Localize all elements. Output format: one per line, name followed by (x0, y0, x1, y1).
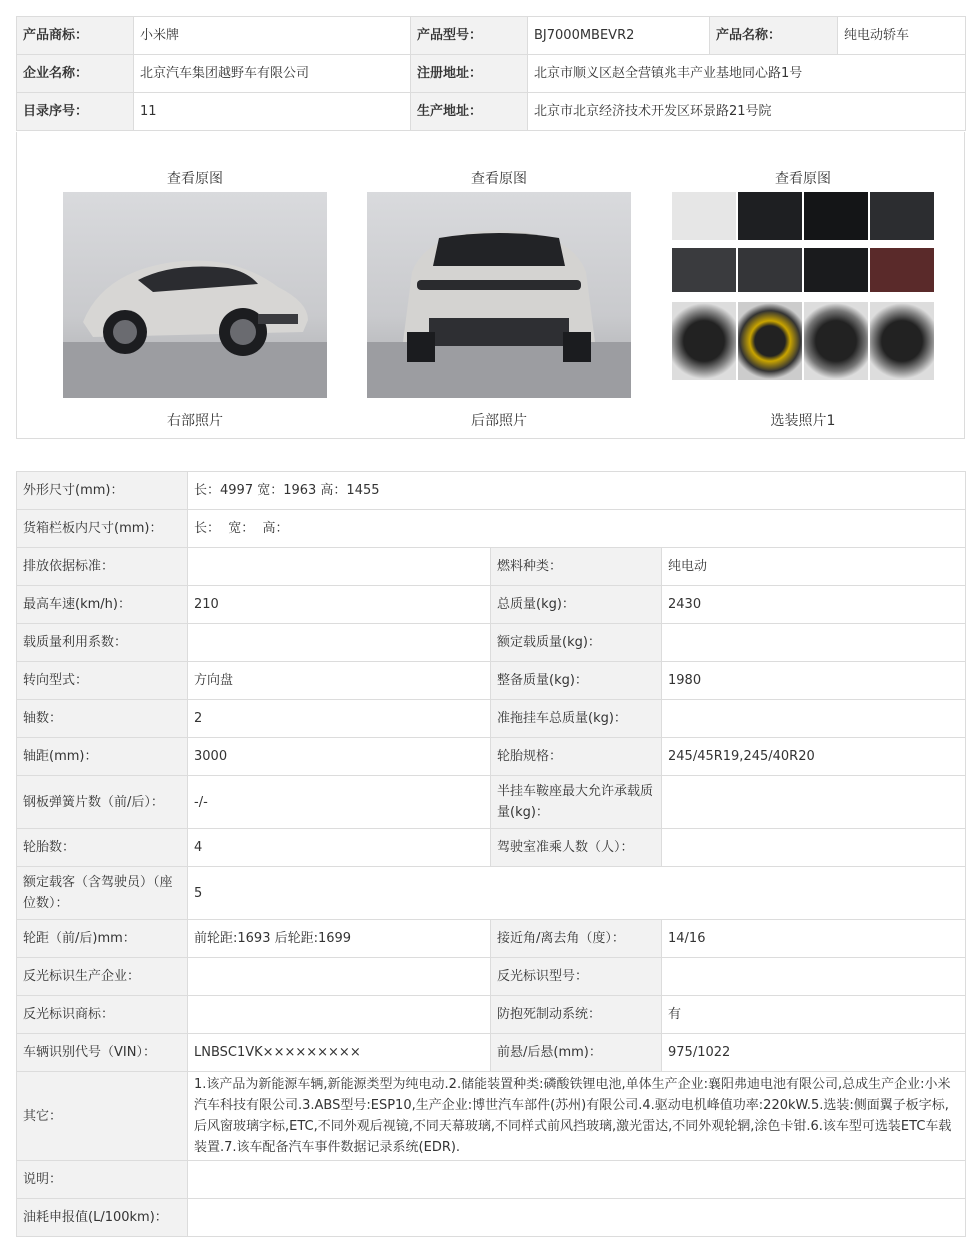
catalog-label: 目录序号： (17, 93, 134, 131)
optional-photo-grid[interactable] (671, 192, 935, 398)
table-row (17, 776, 966, 829)
table-row (17, 958, 966, 996)
util-label: 载质量利用系数： (17, 624, 188, 662)
vin-label: 车辆识别代号（VIN）： (17, 1034, 188, 1072)
product-name-value: 纯电动轿车 (838, 17, 966, 55)
model-value: BJ7000MBEVR2 (528, 17, 710, 55)
emission-value (188, 548, 491, 586)
refl-model-label: 反光标识型号： (491, 958, 662, 996)
table-row (17, 1034, 966, 1072)
track-value: 前轮距:1693 后轮距:1699 (188, 920, 491, 958)
catalog-value: 11 (134, 93, 411, 131)
right-photo-caption: 右部照片 (167, 413, 223, 429)
util-value (188, 624, 491, 662)
steer-value: 方向盘 (188, 662, 491, 700)
optional-photo-caption: 选装照片1 (770, 413, 836, 429)
company-value: 北京汽车集团越野车有限公司 (134, 55, 411, 93)
tire-value: 245/45R19,245/40R20 (662, 738, 966, 776)
semi-label: 半挂车鞍座最大允许承载质量(kg)： (491, 776, 662, 829)
gross-label: 总质量(kg)： (491, 586, 662, 624)
table-row (17, 510, 966, 548)
tire-label: 轮胎规格： (491, 738, 662, 776)
refl-maker-value (188, 958, 491, 996)
cargo-label: 货箱栏板内尺寸(mm)： (17, 510, 188, 548)
table-row (17, 1199, 966, 1237)
right-side-photo[interactable] (63, 192, 327, 398)
table-row (17, 55, 966, 93)
semi-value (662, 776, 966, 829)
refl-mark-value (188, 996, 491, 1034)
dims-label: 外形尺寸(mm)： (17, 472, 188, 510)
overhang-label: 前悬/后悬(mm)： (491, 1034, 662, 1072)
track-label: 轮距（前/后)mm： (17, 920, 188, 958)
fuel-cons-value (188, 1199, 966, 1237)
table-row (17, 738, 966, 776)
photo-panel (16, 132, 965, 439)
other-label: 其它： (17, 1072, 188, 1161)
product-name-label: 产品名称： (710, 17, 838, 55)
brand-label: 产品商标： (17, 17, 134, 55)
tires-value: 4 (188, 829, 491, 867)
view-original-link[interactable]: 查看原图 (775, 171, 831, 187)
table-row (17, 662, 966, 700)
other-value: 1.该产品为新能源车辆,新能源类型为纯电动.2.储能装置种类:磷酸铁锂电池,单体生产企业:襄阳弗迪电池有限公司,总成生产企业:小米汽车科技有限公司.3.ABS型号:ESP10,生产企业:博世汽车部件(苏州)有限公司.4.驱动电机峰值功率:220kW.5.选装:侧面翼子板字标,后风窗玻璃字标,ETC,不同外观后视镜,不同天幕玻璃,不同样式前风挡玻璃,激光雷达,不同外观轮辋,涂色卡钳.6.该车型可选装ETC车载装置.7.该车配备汽车事件数据记录系统(EDR). (188, 1072, 966, 1161)
spring-label: 钢板弹簧片数（前/后）： (17, 776, 188, 829)
prod-address-label: 生产地址： (411, 93, 528, 131)
product-header-table (16, 16, 966, 131)
table-row (17, 700, 966, 738)
gross-value: 2430 (662, 586, 966, 624)
view-original-link[interactable]: 查看原图 (167, 171, 223, 187)
reg-address-value: 北京市顺义区赵全营镇兆丰产业基地同心路1号 (528, 55, 966, 93)
fuel-value: 纯电动 (662, 548, 966, 586)
table-row (17, 93, 966, 131)
curb-label: 整备质量(kg)： (491, 662, 662, 700)
cab-value (662, 829, 966, 867)
table-row (17, 1161, 966, 1199)
speed-label: 最高车速(km/h)： (17, 586, 188, 624)
abs-label: 防抱死制动系统： (491, 996, 662, 1034)
cargo-value: 长： 宽： 高： (188, 510, 966, 548)
vin-value: LNBSC1VK××××××××× (188, 1034, 491, 1072)
axles-value: 2 (188, 700, 491, 738)
wheelbase-value: 3000 (188, 738, 491, 776)
table-row (17, 867, 966, 920)
reg-address-label: 注册地址： (411, 55, 528, 93)
steer-label: 转向型式： (17, 662, 188, 700)
table-row (17, 586, 966, 624)
spring-value: -/- (188, 776, 491, 829)
table-row (17, 829, 966, 867)
table-row (17, 548, 966, 586)
axles-label: 轴数： (17, 700, 188, 738)
trailer-value (662, 700, 966, 738)
trailer-label: 准拖挂车总质量(kg)： (491, 700, 662, 738)
note-label: 说明： (17, 1161, 188, 1199)
cab-label: 驾驶室准乘人数（人）： (491, 829, 662, 867)
curb-value: 1980 (662, 662, 966, 700)
seats-value: 5 (188, 867, 966, 920)
table-row (17, 1072, 966, 1161)
table-row (17, 996, 966, 1034)
rated-load-label: 额定载质量(kg)： (491, 624, 662, 662)
rear-photo-caption: 后部照片 (471, 413, 527, 429)
wheelbase-label: 轴距(mm)： (17, 738, 188, 776)
table-row (17, 472, 966, 510)
overhang-value: 975/1022 (662, 1034, 966, 1072)
abs-value: 有 (662, 996, 966, 1034)
refl-model-value (662, 958, 966, 996)
table-row (17, 920, 966, 958)
note-value (188, 1161, 966, 1199)
refl-mark-label: 反光标识商标： (17, 996, 188, 1034)
refl-maker-label: 反光标识生产企业： (17, 958, 188, 996)
model-label: 产品型号： (411, 17, 528, 55)
emission-label: 排放依据标准： (17, 548, 188, 586)
prod-address-value: 北京市北京经济技术开发区环景路21号院 (528, 93, 966, 131)
rated-load-value (662, 624, 966, 662)
angle-label: 接近角/离去角（度）： (491, 920, 662, 958)
fuel-label: 燃料种类： (491, 548, 662, 586)
table-row (17, 624, 966, 662)
seats-label: 额定载客（含驾驶员）（座位数）： (17, 867, 188, 920)
fuel-cons-label: 油耗申报值(L/100km)： (17, 1199, 188, 1237)
brand-value: 小米牌 (134, 17, 411, 55)
table-row (17, 17, 966, 55)
company-label: 企业名称： (17, 55, 134, 93)
spec-table (16, 471, 966, 1237)
tires-label: 轮胎数： (17, 829, 188, 867)
dims-value: 长：4997 宽：1963 高：1455 (188, 472, 966, 510)
speed-value: 210 (188, 586, 491, 624)
rear-photo[interactable] (367, 192, 631, 398)
view-original-link[interactable]: 查看原图 (471, 171, 527, 187)
angle-value: 14/16 (662, 920, 966, 958)
